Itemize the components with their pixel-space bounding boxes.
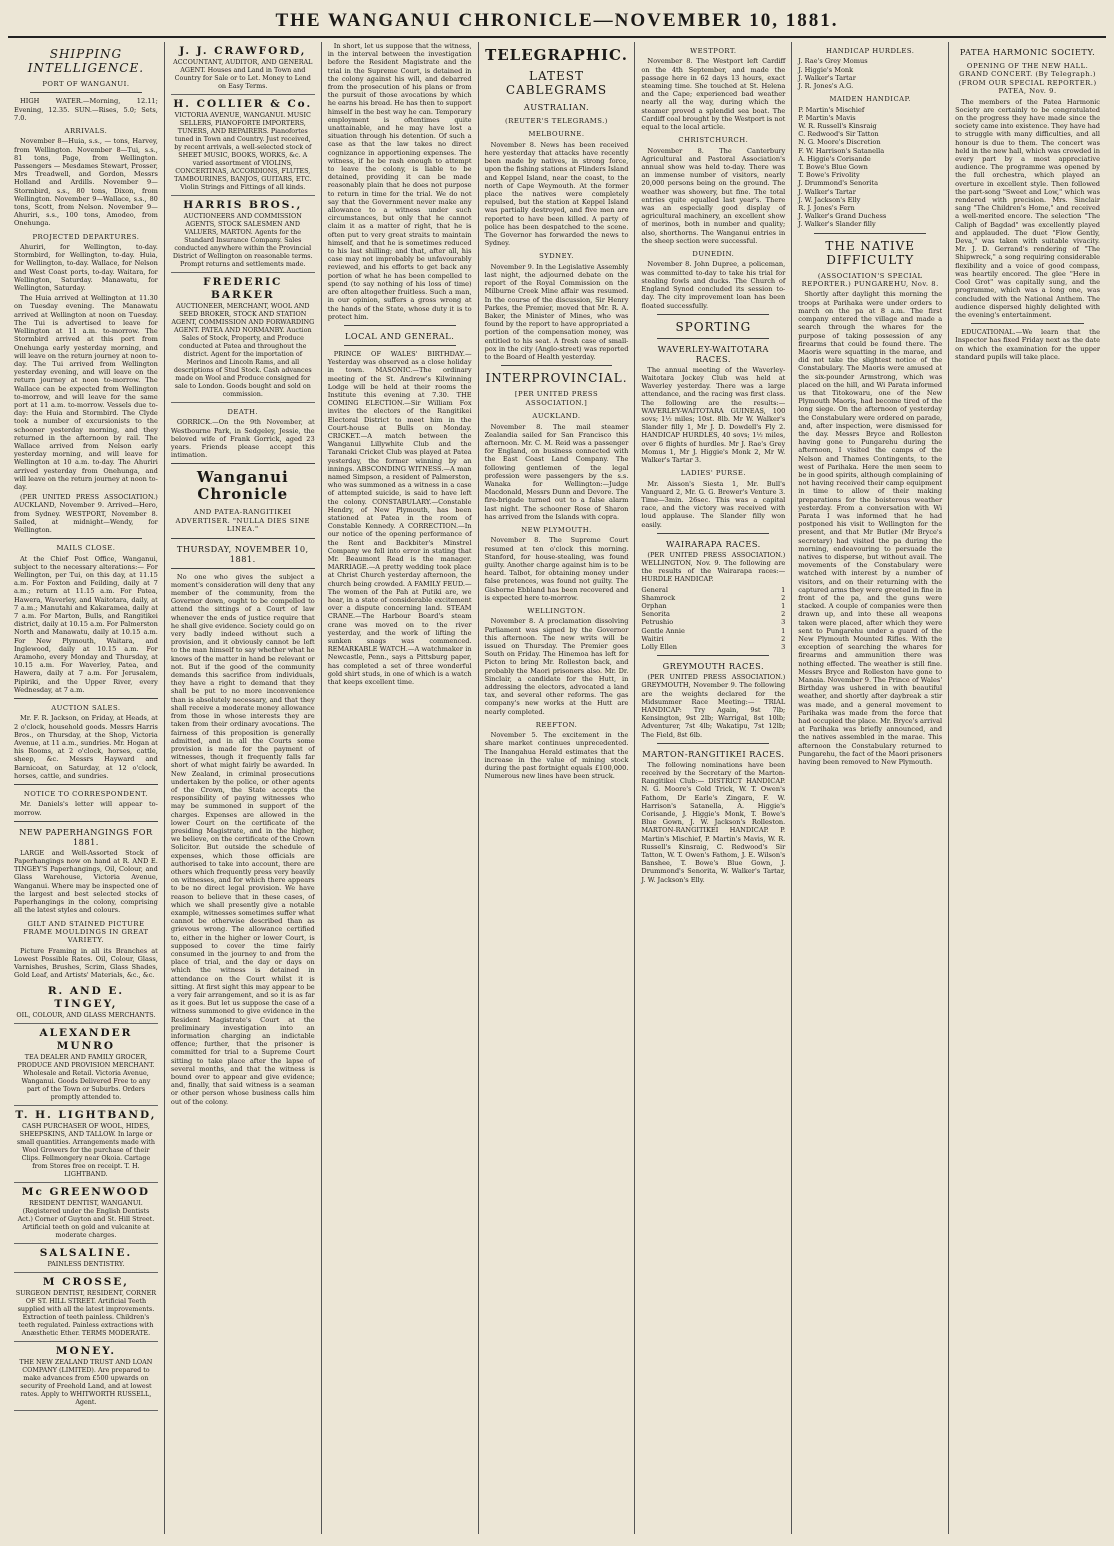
death-heading: DEATH. xyxy=(227,408,259,416)
waverley-heading: WAVERLEY-WAITOTARA RACES. xyxy=(657,343,769,364)
harris-sub: AUCTIONEERS AND COMMISSION AGENTS, STOCK SALESMEN AND VALUERS, MARTON. Agents for the Standard Insurance Company. Sales conducted anywhere within the Provincial District of Wellington on reasonable terms. Prompt returns and settlements made. xyxy=(172,212,313,268)
list-item xyxy=(641,594,785,602)
list-item: J. W. Jackson's Elly xyxy=(798,195,861,204)
wairarapa-text: (PER UNITED PRESS ASSOCIATION.) WELLINGTON, Nov. 9. The following are the results of the Wairarapa races:— HURDLE HANDICAP. xyxy=(641,550,786,584)
munro-sub: TEA DEALER AND FAMILY GROCER, PRODUCE AND PROVISION MERCHANT. Wholesale and Retail. Victoria Avenue, Wanganui. Goods Delivered Free to any part of the Town or Suburbs. Orders promptly attended to. xyxy=(17,1052,155,1101)
salsaline-sub: PAINLESS DENTISTRY. xyxy=(47,1259,125,1268)
dunedin-text: November 8. John Dupree, a policeman, was committed to-day to take his trial for stealing fowls and ducks. The Church of England Synod concluded its session to-day. The city improvement loan has been floated successfully. xyxy=(641,260,786,310)
correspondents-text: Mr. Daniels's letter will appear to-morrow. xyxy=(14,800,158,817)
result-place: 2 xyxy=(781,593,786,602)
wellington-text: November 8. A proclamation dissolving Parliament was signed by the Governor this afternoon. The new writs will be issued on Thursday. The Premier goes South on Friday. The Hinemoa has left for Picton to bring Mr. Rolleston back, and probably the Maori prisoners also. Mr. Dr. Sinclair, a candidate for the Hutt, in addressing the electors, advocated a land tax, and several other reforms. The gas company's new works at the Hutt are nearly completed. xyxy=(484,617,629,716)
list-item: W. R. Russell's Kinsraig xyxy=(798,122,877,131)
leader-text: No one who gives the subject a moment's consideration will deny that any member of the community, from the Governor down, ought to be compelled to attend the sittings of a Court of law whenever the ends of justice require that he shall give evidence. Society could go on very badly indeed without such a provision, and it obviously cannot be left to the man himself to say whether what he knows of the matter in hand be relevant or not. But if the good of the community demands this sacrifice from individuals, they have a right to demand that they shall be put to no more inconvenience than is absolutely necessary, and that they shall receive a moderate money allowance from those in whose interests they are taken from their ordinary avocations. The fairness of this proposition is generally admitted, and in all the Courts some provision is made for the payment of witnesses, though it frequently falls far short of what might fairly be awarded. In New Zealand, in criminal prosecutions undertaken by the police, or other agents of the Crown, the State accepts the responsibility of paying witnesses who may be summoned in support of the charges. Expenses are allowed in the lower Court on the certificate of the presiding Magistrate, and in the higher, we believe, on the certificate of the Crown Solicitor. But outside the schedule of expenses, which those officials are authorised to take into account, there are others which frequently press very heavily on witnesses, and for which there appears to be no direct legal provision. We have reason to believe that in these cases, of which we shall presently give a notable example, witnesses sometimes suffer what cannot be otherwise described than as grievous wrong. The allowance certified to, either in the higher or lower Court, is supposed to cover the time fairly consumed in the journey to and from the place of trial, and the day or days on which the witness is detained in attendance on the Court whilst it is sitting. At first sight this may appear to be a very fair arrangement, and so it is as far as it goes. But let us suppose the case of a witness summoned to give evidence in the Resident Magistrate's Court at the preliminary investigation into an information charging an indictable offence; further, that the prisoner is committed for trial to a Supreme Court sitting to take place after the lapse of several months, and that the witness is bound over to appear and give evidence; and, finally, that said witness is a seaman or other person whose business calls him out of the colony. xyxy=(170,572,315,1106)
result-name: Senorita xyxy=(641,610,670,619)
lightband-ad xyxy=(14,1106,158,1183)
auckland-heading: AUCKLAND. xyxy=(532,412,581,421)
native-heading: THE NATIVE DIFFICULTY xyxy=(825,238,916,267)
list-item xyxy=(641,635,785,643)
masthead xyxy=(8,6,1106,38)
salsaline-name: SALSALINE. xyxy=(39,1246,133,1259)
collier-sub: VICTORIA AVENUE, WANGANUI. MUSIC SELLERS, PIANOFORTE IMPORTERS, TUNERS, AND REPAIRERS. Pianofortes tuned in Town and Country. Just received, by recent arrivals, a well-selected stock of SHEET MUSIC, BOOKS, WORKS, &c. A varied assortment of VIOLINS, CONCERTINAS, ACCORDIONS, FLUTES, TAMBOURINES, BANJOS, GUITARS, ETC. Violin Strings and Fittings of all kinds. xyxy=(174,111,312,191)
native-sub: (ASSOCIATION'S SPECIAL REPORTER.) PUNGAREHU, Nov. 8. xyxy=(801,271,939,289)
dateline: THURSDAY, NOVEMBER 10, 1881. xyxy=(176,543,309,564)
paperhangings-text: LARGE and Well-Assorted Stock of Paperhangings now on hand at R. AND E. TINGEY'S Paperhangings, Oil, Colour, and Glass Warehouse, Victoria Avenue, Wanganui. Where may be inspected one of the largest and best selected stocks of Paperhangings in the colony, comprising all the latest styles and colours. xyxy=(14,848,158,915)
list-item xyxy=(641,602,785,610)
sporting-heading: SPORTING xyxy=(675,319,752,334)
leader-continued: In short, let us suppose that the witness, in the interval between the investigation before the Resident Magistrate and the trial in the Supreme Court, is detained in the colony against his will, and debarred from the prosecution of his plans or from the pursuit of those avocations by which he earns his bread. He has then to support himself in the best way he can. Temporary employment is oftentimes quite unattainable, and he may have lost a situation through his detention. Of such a case as that the law takes no direct cognizance in apportioning expenses. The witness, if he be rash enough to attempt to leave the colony, is liable to be detained, providing it can be made reasonably plain that he does not purpose to return in time for the trial. We do not say that the Government never make any allowance to a witness under such circumstances, but only that he cannot claim it as a matter of right, that he is often put to very great straits to maintain himself, and that he is sometimes reduced to his last shilling; and that, after all, his case may not improbably be unfavourably reviewed, and his efforts to get back any portion of what he has been compelled to spend (to say nothing of his loss of time) are often altogether fruitless. Such a man, in our opinion, suffers a gross wrong at the hands of the State, whose duty it is to protect him. xyxy=(327,42,472,321)
auckland-text: November 8. The mail steamer Zealandia sailed for San Francisco this afternoon. Mr. C. M. Reid was a passenger for England, on business connected with the East Coast Land Company. The following gentlemen of the legal profession were passengers by the s.s. Wanaka for Wellington:—Judge Macdonald, Messrs Dunn and Devore. The fire-brigade turned out to a false alarm last night. The schooner Rose of Sharon has arrived from the Islands with copra. xyxy=(484,422,629,521)
list-item: T. Bowe's Frivolity xyxy=(798,171,860,180)
shipping-notes: The Huia arrived at Wellington at 11.30 on Tuesday evening. The Manawatu arrived at Wellington at noon on Tuesday. The Tui is advertised to leave for Wellington at 11 a.m. to-morrow. The Stormbird arrived at this port from Onehunga early yesterday morning, and will leave on the return journey at noon to-day. The Tui arrived from Wellington yesterday evening, and will leave on the return journey at noon to-morrow. The Wallace can be expected from Wellington to-morrow, and will leave for the same port at 11 a.m. to-morrow. Vessels due to-day: the Huia and Stormbird. The Clyde took a number of excursionists to the schooner yesterday morning, and they returned in the afternoon by rail. The Wallace arrived from Nelson early yesterday morning, and will leave for Wellington at 10 a.m. to-day. The Ahuriri arrived yesterday from Onehunga, and will leave on the return journey at noon to-day. xyxy=(14,294,158,491)
death-text: GORRICK.—On the 9th November, at Westbourne Park, in Sedgeley, Jessie, the beloved wife of Frank Gorrick, aged 23 years. Friends please accept this intimation. xyxy=(170,418,315,460)
educational-text: EDUCATIONAL.—We learn that the Inspector has fixed Friday next as the date on which the examination for the upper standard pupils will take place. xyxy=(955,328,1100,361)
result-place: 1 xyxy=(781,626,786,635)
list-item: A. Higgie's Corisande xyxy=(798,154,871,163)
greenwood-name: Mc GREENWOOD xyxy=(21,1185,150,1198)
gilt-text: Picture Framing in all its Branches at Lowest Possible Rates. Oil, Colour, Glass, Varnishes, Brushes, Scrim, Glass Shades, Gold Leaf, and Artists' Materials, &c., &c. xyxy=(14,946,158,980)
list-item: J. Walker's Tartar xyxy=(798,73,856,82)
local-heading: LOCAL AND GENERAL. xyxy=(344,330,455,341)
greymouth-text: (PER UNITED PRESS ASSOCIATION.) GREYMOUTH, November 9. The following are the weights declared for the Midsummer Race Meeting:— TRIAL HANDICAP: Try Again, 9st 7lb; Kensington, 9st 2lb; Warrigal, 8st 10lb; Adventurer, 7st 4lb; Wakatipu, 7st 12lb; The Field, 8st 6lb. xyxy=(641,673,786,739)
column-6 xyxy=(792,42,949,1534)
ladies-heading: LADIES' PURSE. xyxy=(680,469,746,478)
result-name: Waitiri xyxy=(641,634,664,643)
newspaper-page xyxy=(8,6,1106,1534)
list-item xyxy=(641,610,785,618)
money-sub: THE NEW ZEALAND TRUST AND LOAN COMPANY (LIMITED). Are prepared to make advances from £500 upwards on security of Freehold Land, and at lowest rates. Apply to WHITWORTH RUSSELL, Agent. xyxy=(19,1357,153,1406)
marton-text: The following nominations have been received by the Secretary of the Marton-Rangitikei Club:— DISTRICT HANDICAP. N. G. Moore's Cold Trick, W. T. Owen's Fathom, Dr Earle's Zingara, F. W. Harrison's Satanella, A. Higgie's Corisande, J. Higgie's Monk, T. Bowe's Blue Gown, J. W. Jackson's Rolleston. MARTON-RANGITIKEI HANDICAP. P. Martin's Mischief, P. Martin's Mavis, W. R. Russell's Kinsraig, C. Redwood's Sir Tatton, W. T. Owen's Fathom, J. E. Wilson's Banshee, T. Bowe's Blue Gown, J. Drummond's Senorita, W. Walker's Tartar, J. W. Jackson's Elly. xyxy=(641,760,786,884)
correspondents-heading: NOTICE TO CORRESPONDENT. xyxy=(23,790,148,799)
result-name: Petrushio xyxy=(641,618,674,627)
departures-text: Ahuriri, for Wellington, to-day. Stormbird, for Wellington, to-day. Huia, for Wellington, to-day. Wallace, for Nelson and West Coast ports, to-day. Waitara, for Wellington, Saturday. Manawatu, for Wellington, Saturday. xyxy=(14,243,158,293)
list-item: J. Walker's Slander filly xyxy=(798,220,876,229)
result-place: 3 xyxy=(781,618,786,627)
sydney-text: November 9. In the Legislative Assembly last night, the adjourned debate on the report of the Royal Commission on the Milburne Creek Mine affair was resumed. In the course of the discussion, Sir Henry Parkes, the Premier, moved that Mr. R. A. Baker, the Minister of Mines, who was found by the report to have appropriated a portion of the compensation money, was entitled to his seat. A fresh case of small-pox in the city (Anglo-street) was reported to the Board of Health yesterday. xyxy=(484,262,629,362)
tingey-ad xyxy=(14,982,158,1024)
salsaline-ad xyxy=(14,1244,158,1273)
patea-heading: PATEA HARMONIC SOCIETY. xyxy=(959,47,1096,57)
departures-heading: PROJECTED DEPARTURES. xyxy=(32,232,140,241)
westport-heading: WESTPORT. xyxy=(690,47,737,55)
ladies-text: Mr. Aisson's Siesta 1, Mr. Bull's Vanguard 2, Mr. G. G. Brewer's Venture 3. Time—3min. 26sec. This was a capital race, and the victory was received with loud applause. The Slander filly won easily. xyxy=(641,479,786,529)
greenwood-ad xyxy=(14,1183,158,1244)
list-item xyxy=(641,643,785,651)
sydney-heading: SYDNEY. xyxy=(539,252,574,261)
result-name: Lolly Ellen xyxy=(641,643,677,651)
greenwood-sub: RESIDENT DENTIST, WANGANUI. (Registered under the English Dentists Act.) Corner of Guyton and St. Hill Street. Artificial teeth on gold and vulcanite at moderate charges. xyxy=(17,1198,155,1239)
cablegrams-subheading: LATEST CABLEGRAMS xyxy=(505,69,608,97)
lightband-name: T. H. LIGHTBAND, xyxy=(15,1108,157,1121)
list-item: J. R. Jones's A.G. xyxy=(798,82,854,91)
gilt-heading: GILT AND STAINED PICTURE FRAME MOULDINGS IN GREAT VARIETY. xyxy=(23,919,149,945)
result-place: 3 xyxy=(781,643,786,651)
harris-ad xyxy=(171,196,315,273)
crawford-ad xyxy=(171,42,315,95)
result-place: 1 xyxy=(781,585,786,594)
patea-sub: OPENING OF THE NEW HALL. GRAND CONCERT. (By Telegraph.) (FROM OUR SPECIAL REPORTER.) PATEA, Nov. 9. xyxy=(958,62,1097,96)
list-item xyxy=(641,618,785,626)
crawford-sub: ACCOUNTANT, AUDITOR, AND GENERAL AGENT. Houses and Land in Town and Country for Sale or to Let. Money to Lend on Easy Terms. xyxy=(173,58,313,90)
arrivals-heading: ARRIVALS. xyxy=(64,127,108,136)
list-item xyxy=(641,586,785,594)
pa-note: [PER UNITED PRESS ASSOCIATION.] xyxy=(514,390,599,407)
barker-name: FREDERIC BARKER xyxy=(203,276,283,301)
list-item: J. Higgie's Monk xyxy=(798,65,854,74)
tingey-sub: OIL, COLOUR, AND GLASS MERCHANTS. xyxy=(16,1010,156,1019)
marton-heading: MARTON-RANGITIKEI RACES. xyxy=(642,748,785,759)
new-plymouth-heading: NEW PLYMOUTH. xyxy=(521,525,592,534)
harris-name: HARRIS BROS., xyxy=(183,199,303,211)
maiden-heading: MAIDEN HANDICAP. xyxy=(829,95,911,104)
shipping-pa-note: (PER UNITED PRESS ASSOCIATION.) AUCKLAND, November 9. Arrived—Hero, from Sydney. WESTPORT, November 8. Sailed, at midnight—Wendy, for Wellington. xyxy=(14,493,158,534)
chronicle-title: Wanganui Chronicle xyxy=(196,468,289,504)
result-name: General xyxy=(641,585,668,594)
crosse-name: M CROSSE, xyxy=(42,1275,129,1288)
munro-ad xyxy=(14,1024,158,1106)
native-text: Shortly after daylight this morning the troops at Parihaka were under orders to march on the pa at 8 a.m. The first company entered the village and made a search through the whares for the purpose of taking possession of any firearms that could be found there. The Maoris were squatting in the marae, and did not take the slightest notice of the Constabulary. The Maoris were amused at the six-pounder Armstrong, which was placed on the hill, and Wi Parata informed us that Titokowaru, one of the New Plymouth Maoris, had become tired of the long siege. On the afternoon of yesterday the Constabulary were ordered on parade, and, after inspection, were dismissed for the day. Messrs Bryce and Rolleston having gone to Pungarehu during the afternoon, I visited the camps of the Nelson and Thames Contingents, to the west of Parihaka. Here the men seem to be in good spirits, although complaining of not having received their camp equipment in time to allow of their making preparations for the boisterous weather yesterday. From a conversation with Wi Parata I was informed that he had postponed his visit to Wellington for the present, and that Mr Butler (Mr Bryce's secretary) had visited the pa during the morning, endeavouring to persuade the natives to disperse, but without avail. The movements of the Constabulary were watched with interest by a number of visitors, and on their returning with the captured arms they were greeted in fine in front of the pa, and the guns were stacked. A couple of companies were then drawn up, and into these all weapons taken were placed, after which they were sent to Pungarehu under a guard of the New Plymouth Mounted Rifles. With the exception of searching the whares for firearms and ammunition there was nothing effected. The weather is still fine. Messrs Bryce and Rolleston have gone to Manaia. November 9. The Prince of Wales' Birthday was ushered in with beautiful weather, and shortly after daybreak a stir was made, and a general movement to Parihaka was made from the force that had occupied the place. Mr. Bryce's arrival at Parihaka was briefly announced, and the natives assembled in the marae. This afternoon the Constabulary returned to Pungarehu, the fact of the Maori prisoners having been removed to New Plymouth. xyxy=(798,290,943,767)
list-item xyxy=(641,627,785,635)
result-name: Orphan xyxy=(641,601,667,610)
column-7 xyxy=(949,42,1106,1534)
crawford-name: J. J. CRAWFORD, xyxy=(179,45,307,57)
christchurch-text: November 8. The Canterbury Agricultural and Pastoral Association's annual show was held to-day. There was an immense number of visitors, nearly 20,000 persons being on the ground. The weather was showery, but fine. The total entries quite equalled last year's. There was an especially good display of agricultural machinery, an excellent show of merinos, both in number and quality; also, shorthorns. The Wanganui entries in the sheep section were successful. xyxy=(641,146,786,245)
greymouth-heading: GREYMOUTH RACES. xyxy=(662,661,765,672)
reefton-text: November 5. The excitement in the share market continues unprecedented. The Inangahua Herald estimates that the increase in the value of mining stock during the past fortnight equals £100,000. Numerous new lines have been struck. xyxy=(484,731,629,781)
hurdles-heading: HANDICAP HURDLES. xyxy=(825,47,915,55)
list-item: R. J. Jones's Fern xyxy=(798,204,855,213)
money-name: MONEY. xyxy=(55,1344,116,1357)
wairarapa-heading: WAIRARAPA RACES. xyxy=(665,538,761,549)
arrivals-text: November 8—Huia, s.s., — tons, Harvey, from Wellington. November 8—Tui, s.s., 81 tons, Page, from Wellington. Passengers — Mesdames Stewart, Prosser, Mrs Treadwell, and Gordon, Messrs Holland and Ardills. November 9—Stormbird, s.s., 80 tons, Dixon, from Wellington. November 9—Wallace, s.s., 80 tons, Scott, from Nelson. November 9—Ahuriri, s.s., 100 tons, Amodeo, from Onehunga. xyxy=(14,137,158,228)
list-item: J. Walker's Tartar xyxy=(798,187,856,196)
column-4 xyxy=(479,42,636,1534)
column-5 xyxy=(635,42,792,1534)
melbourne-heading: MELBOURNE. xyxy=(528,130,585,139)
lightband-sub: CASH PURCHASER OF WOOL, HIDES, SHEEPSKINS, AND TALLOW. In large or small quantities. Arrangements made with Wool Growers for the purchase of their Clips. Fellmongery near Okoia. Cartage from Stores free on receipt. T. H. LIGHTBAND. xyxy=(16,1121,155,1178)
reefton-heading: REEFTON. xyxy=(535,720,578,729)
telegraphic-heading: TELEGRAPHIC. xyxy=(485,46,628,64)
list-item: P. Martin's Mavis xyxy=(798,113,856,122)
list-item: T. Bowe's Blue Gown xyxy=(798,163,868,172)
collier-name: H. COLLIER & Co. xyxy=(173,98,313,110)
list-item: J. Walker's Grand Duchess xyxy=(798,212,887,221)
reuters-note: (REUTER'S TELEGRAMS.) xyxy=(505,117,608,125)
list-item: F. W. Harrison's Satanella xyxy=(798,146,885,155)
result-name: Shamrock xyxy=(641,593,676,602)
list-item: N. G. Moore's Discretion xyxy=(798,138,881,147)
mails-heading: MAILS CLOSE. xyxy=(56,544,116,553)
result-place: 2 xyxy=(781,634,786,643)
masthead-title: THE WANGANUI CHRONICLE—NOVEMBER 10, 1881. xyxy=(275,10,839,31)
hurdles-list xyxy=(798,57,942,90)
mails-text: At the Chief Post Office, Wanganui, subject to the necessary alterations:— For Wellington, per Tui, on this day, at 11.15 a.m. For Foxton and Feilding, daily at 7 a.m.; return at 11.15 a.m. For Patea, Hawera, Waverley, and Waitotara, daily, at 7 a.m.; Manutahi and Kakaramea, daily at 7 a.m. For Marton, Bulls, and Rangitikei district, daily at 10.15 a.m. For Palmerston North and Manawatu, daily at 10.15 a.m. For New Plymouth, Waitara, and Inglewood, daily at 10.15 a.m. For Aramoho, every Monday and Thursday, at 10.15 a.m. For Waverley, Patea, and Hawera, daily at 7 a.m. For Jerusalem, Pipiriki, and the Upper River, every Wednesday, at 7 a.m. xyxy=(14,554,158,694)
auction-text: Mr. F. R. Jackson, on Friday, at Heads, at 2 o'clock, household goods. Messrs Harris Bros., on Thursday, at the Shop, Victoria Avenue, at 11 a.m., sundries. Mr. Hogan at his Rooms, at 2 o'clock, horses, cattle, sheep, &c. Messrs Hayward and Barnicoat, on Saturday, at 12 o'clock, horses, cattle, and sundries. xyxy=(14,714,158,780)
new-plymouth-text: November 8. The Supreme Court resumed at ten o'clock this morning. Stanford, for house-stealing, was found guilty. Another charge against him is to be heard. Talbot, for obtaining money under false pretences, was found not guilty. The Gisborne Ebbland has been recovered and is expected here to-morrow. xyxy=(484,536,629,602)
chronicle-sub: AND PATEA-RANGITIKEI ADVERTISER. "NULLA DIES SINE LINEA." xyxy=(175,508,310,534)
munro-name: ALEXANDER MUNRO xyxy=(39,1026,133,1052)
money-ad xyxy=(14,1342,158,1411)
list-item: P. Martin's Mischief xyxy=(798,105,865,114)
column-2 xyxy=(165,42,322,1534)
high-water: HIGH WATER.—Morning, 12.11; Evening, 12.35. SUN.—Rises, 5.0; Sets, 7.0. xyxy=(14,97,158,122)
australian-heading: AUSTRALIAN. xyxy=(523,102,590,112)
result-name: Gentle Annie xyxy=(641,626,685,635)
column-3 xyxy=(322,42,479,1534)
result-place: 1 xyxy=(781,601,786,610)
crosse-ad xyxy=(14,1273,158,1342)
tingey-name: R. AND E. TINGEY, xyxy=(47,984,125,1010)
local-text: PRINCE OF WALES' BIRTHDAY.—Yesterday was observed as a close holiday in town. MASONIC.—The ordinary meeting of the St. Andrew's Kilwinning Lodge will be held at their rooms the Institute this evening at 7.30. THE COMING ELECTION.—Sir William Fox invites the electors of the Rangitikei Electoral District to meet him in the Court-house at Bulls on Monday. CRICKET.—A match between the Wanganui Lillywhite Club and the Taranaki Cricket Club was played at Patea yesterday, the former winning by an innings. ABSCONDING WITNESS.—A man named Simpson, a resident of Palmerston, who was summoned as a witness in a case of attempted suicide, is said to have left the colony. CONSTABULARY.—Constable Hendry, of New Plymouth, has been stationed at Patea in the room of Constable Kennedy. A CORRECTION.—In our notice of the opening performance of the Rent and Backbiter's Minstrel Company we fell into error in stating that Mr. Beaumont Read is the manager. MARRIAGE.—A pretty wedding took place at Christ Church yesterday afternoon, the church being crowded. A FAMILY FEUD.—The women of the Pah at Putiki are, we hear, in a state of considerable excitement over a dispute concerning land. STEAM CRANE.—The Harbour Board's steam crane was moved on to the river yesterday, and the work of lifting the sunken snags was commenced. REMARKABLE WATCH.—A watchmaker in Newcastle, Penn., says a Pittsburg paper, has completed a set of three wonderful gold shirt studs, in one of which is a watch that keeps excellent time. xyxy=(327,349,472,687)
column-1 xyxy=(8,42,165,1534)
collier-ad xyxy=(171,95,315,196)
waverley-text: The annual meeting of the Waverley-Waitotara Jockey Club was held at Waverley yesterday. There was a large attendance, and the racing was first class. The following are the results:— WAVERLEY-WAITOTARA GUINEAS, 100 sovs; 1½ miles; 10st. 8lb. Mr W. Walker's Slander filly 1, Mr J. D. Dowdell's Fly 2. HANDICAP HURDLES, 40 sovs; 1½ miles, over 6 flights of hurdles. Mr J. Rae's Grey Momus 1, Mr J. Higgie's Monk 2, Mr W. Walker's Tartar 3. xyxy=(641,365,786,464)
wairarapa-results xyxy=(641,586,785,652)
dunedin-heading: DUNEDIN. xyxy=(692,250,735,259)
wellington-heading: WELLINGTON. xyxy=(527,606,586,615)
barker-ad xyxy=(171,273,315,403)
christchurch-heading: CHRISTCHURCH. xyxy=(678,136,749,145)
columns xyxy=(8,42,1106,1534)
shipping-heading: SHIPPING INTELLIGENCE. xyxy=(27,47,145,75)
port-subheading: PORT OF WANGANUI. xyxy=(42,80,130,88)
result-place: 2 xyxy=(781,610,786,619)
patea-text: The members of the Patea Harmonic Society are certainly to be congratulated on the progress they have made since the society came into existence. They have had to struggle with many difficulties, and all honour is due to them. The concert was held in the new hall, which was crowded in every part by a most appreciative audience. The programme was opened by the full orchestra, which played an overture in excellent style. Then followed the part-song "Sweet and Low," which was rendered with precision. Mrs. Sinclair sang "The Children's Home," and received a well-merited encore. The selection "The Caliph of Bagdad" was excellently played and applauded. The duet "Flow Gently, Deva," was taken with suitable vivacity. Mr. J. D. Gerrand's rendering of "The Shipwreck," a song requiring considerable flexibility and a voice of good compass, was heartily encored. The glee "Here in Cool Grot" was capitally sung, and the programme, which was a long one, was concluded with the National Anthem. The audience dispersed highly delighted with the evening's entertainment. xyxy=(955,97,1100,319)
paperhangings-heading: NEW PAPERHANGINGS FOR 1881. xyxy=(19,826,153,847)
melbourne-text: November 8. News has been received here yesterday that attacks have recently been made by natives, in strong force, upon the fishing stations at Flinders Island and Keppel Island, near the coast, to the north of Cape Weymouth. At the former place the natives were completely repulsed, but the station at Keppel Island was partially destroyed, and five men are reported to have been killed. A party of police has been despatched to the scene. The Governor has forwarded the news to Sydney. xyxy=(484,140,629,248)
list-item: J. Rae's Grey Momus xyxy=(798,57,868,66)
westport-text: November 8. The Westport left Cardiff on the 4th September, and made the passage here in 62 days 13 hours, exact steaming time. She touched at St. Helena and the Cape; experienced bad weather nearly all the way, during which the steamer proved a splendid sea boat. The Cardiff coal brought by the Westport is not equal to the local article. xyxy=(641,57,786,132)
interprovincial-heading: INTERPROVINCIAL. xyxy=(485,371,628,386)
crosse-sub: SURGEON DENTIST, RESIDENT, CORNER OF ST. HILL STREET. Artificial Teeth supplied with all the latest improvements. Extraction of teeth painless. Children's teeth regulated. Painless extractions with Anæsthetic Ether. TERMS MODERATE. xyxy=(15,1288,157,1337)
maiden-list xyxy=(798,106,942,229)
auction-heading: AUCTION SALES. xyxy=(51,704,121,713)
list-item: C. Redwood's Sir Tatton xyxy=(798,130,879,139)
barker-sub: AUCTIONEER, MERCHANT, WOOL AND SEED BROKER, STOCK AND STATION AGENT, COMMISSION AND FORWARDING AGENT. PATEA AND NORMANBY. Auction Sales of Stock, Property, and Produce conducted at Patea and throughout the district. Agent for the importation of Merinos and Lincoln Rams, and all descriptions of Stud Stock. Cash advances made on Wool and Produce consigned for sale to London. Goods bought and sold on commission. xyxy=(171,302,315,398)
list-item: J. Drummond's Senorita xyxy=(798,179,879,188)
